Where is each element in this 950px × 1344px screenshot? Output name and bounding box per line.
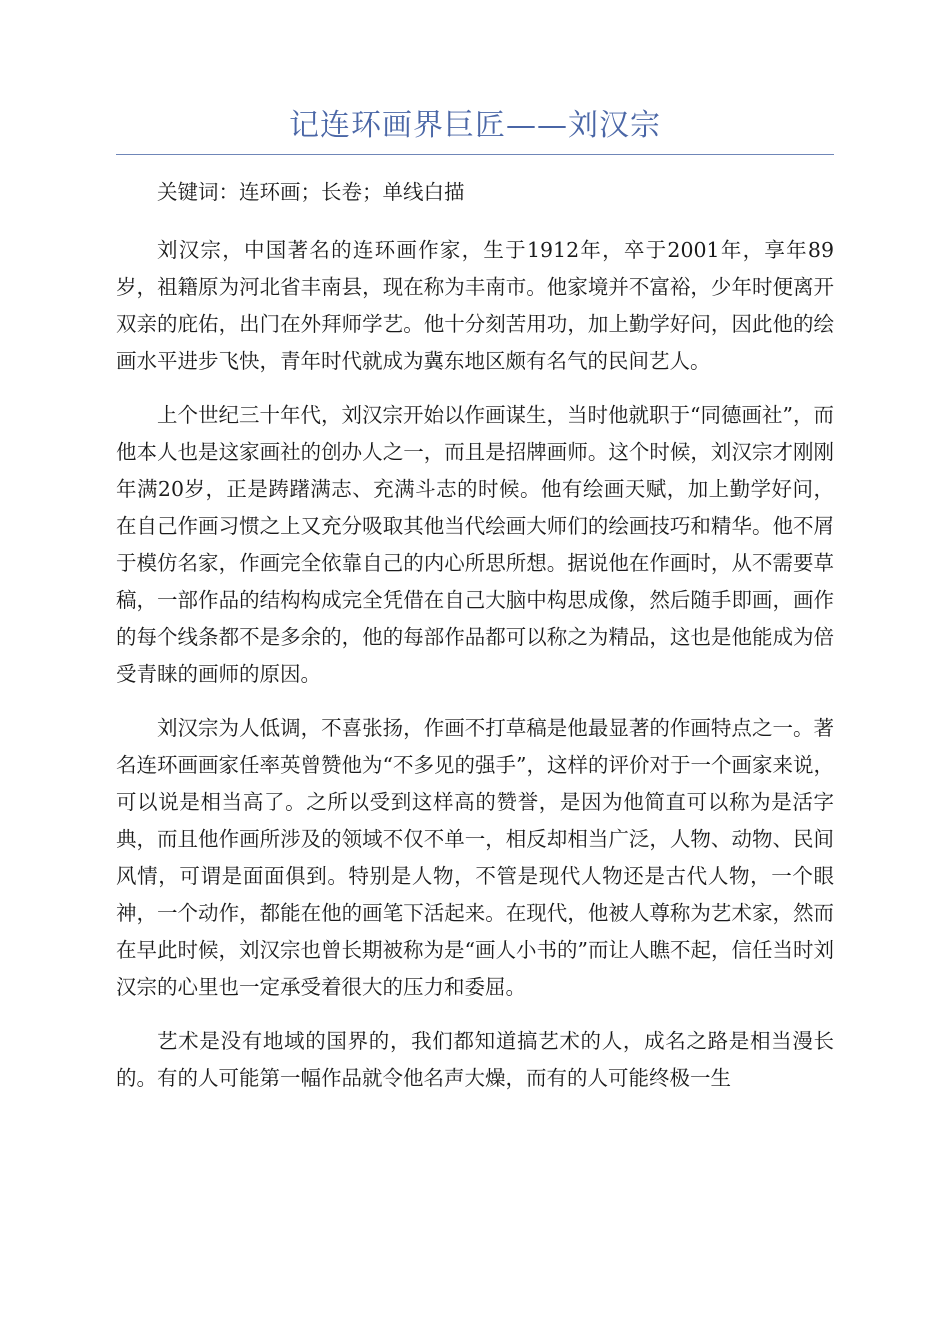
paragraph-4: 艺术是没有地域的国界的，我们都知道搞艺术的人，成名之路是相当漫长的。有的人可能第一幅作品就令他名声大燥，而有的人可能终极一生 xyxy=(116,1029,834,1090)
document-body xyxy=(116,174,834,1114)
title-underline xyxy=(116,154,834,155)
paragraph-1: 刘汉宗，中国著名的连环画作家，生于1912年，卒于2001年，享年89岁，祖籍原为河北省丰南县，现在称为丰南市。他家境并不富裕，少年时便离开双亲的庇佑，出门在外拜师学艺。他十分刻苦用功，加上勤学好问，因此他的绘画水平进步飞快，青年时代就成为冀东地区颇有名气的民间艺人。 xyxy=(116,238,834,373)
paragraph-3: 刘汉宗为人低调，不喜张扬，作画不打草稿是他最显著的作画特点之一。著名连环画画家任率英曾赞他为“不多见的强手”，这样的评价对于一个画家来说，可以说是相当高了。之所以受到这样高的赞誉，是因为他简直可以称为是活字典，而且他作画所涉及的领域不仅不单一，相反却相当广泛，人物、动物、民间风情，可谓是面面俱到。特别是人物，不管是现代人物还是古代人物，一个眼神，一个动作，都能在他的画笔下活起来。在现代，他被人尊称为艺术家，然而在早此时候，刘汉宗也曾长期被称为是“画人小书的”而让人瞧不起，信任当时刘汉宗的心里也一定承受着很大的压力和委屈。 xyxy=(116,716,834,999)
keywords-line: 关键词：连环画；长卷；单线白描 xyxy=(157,180,465,204)
document-title: 记连环画界巨匠——刘汉宗 xyxy=(289,108,661,143)
paragraph-2: 上个世纪三十年代，刘汉宗开始以作画谋生，当时他就职于“同德画社”，而他本人也是这家画社的创办人之一，而且是招牌画师。这个时候，刘汉宗才刚刚年满20岁，正是踌躇满志、充满斗志的时候。他有绘画天赋，加上勤学好问，在自己作画习惯之上又充分吸取其他当代绘画大师们的绘画技巧和精华。他不屑于模仿名家，作画完全依靠自己的内心所思所想。据说他在作画时，从不需要草稿，一部作品的结构构成完全凭借在自己大脑中构思成像，然后随手即画，画作的每个线条都不是多余的，他的每部作品都可以称之为精品，这也是他能成为倍受青睐的画师的原因。 xyxy=(116,403,834,686)
